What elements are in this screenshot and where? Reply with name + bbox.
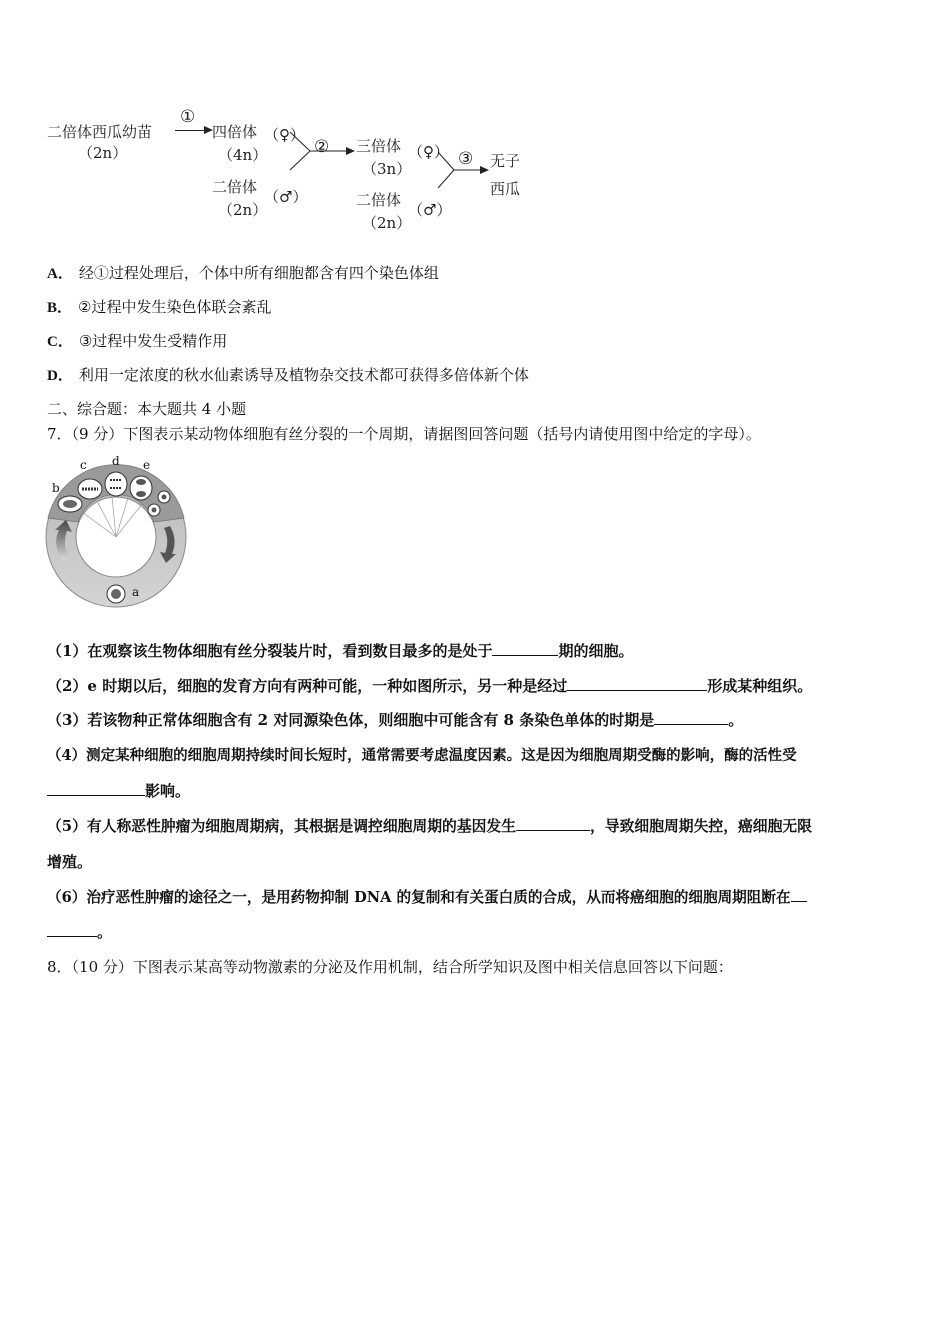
label-c: c bbox=[80, 458, 87, 472]
cell-c bbox=[78, 479, 102, 499]
option-d bbox=[47, 364, 529, 385]
q7-sub-2-post: 形成某种组织。 bbox=[707, 677, 813, 695]
q7-sub-6-post: 。 bbox=[97, 923, 113, 941]
q7-sub-5-blank[interactable] bbox=[516, 816, 590, 831]
q7-sub-2-pre: （2）e 时期以后，细胞的发育方向有两种可能，一种如图所示，另一种是经过 bbox=[47, 677, 568, 695]
step-1-label: ① bbox=[180, 107, 196, 127]
q7-sub-3-blank[interactable] bbox=[654, 710, 728, 725]
option-c-text: ③过程中发生受精作用 bbox=[78, 332, 228, 350]
q7-sub-6-line-2 bbox=[47, 921, 112, 942]
q7-sub-1-pre: （1）在观察该生物体细胞有丝分裂装片时，看到数目最多的是处于 bbox=[47, 642, 493, 660]
q7-sub-4-line-1: （4）测定某种细胞的细胞周期持续时间长短时，通常需要考虑温度因素。这是因为细胞周期受酶的影响，酶的活性受 bbox=[47, 747, 797, 764]
result-line-1: 无子 bbox=[490, 152, 521, 170]
q7-sub-4-blank[interactable] bbox=[47, 781, 145, 796]
q7-sub-5-pre: （5）有人称恶性肿瘤为细胞周期病，其根据是调控细胞周期的基因发生 bbox=[47, 818, 517, 835]
tetraploid-ploidy: （4n） bbox=[218, 146, 268, 164]
label-e: e bbox=[143, 458, 151, 472]
option-a-letter: A． bbox=[47, 266, 73, 282]
q7-sub-4-post: 影响。 bbox=[145, 782, 191, 800]
section-heading: 二、综合题：本大题共 4 小题 bbox=[47, 400, 247, 418]
q7-sub-1-post: 期的细胞。 bbox=[558, 642, 634, 660]
q7-sub-2-blank[interactable] bbox=[567, 676, 707, 691]
female-symbol-1: （♀） bbox=[264, 126, 305, 144]
q7-sub-6-pre: （6）治疗恶性肿瘤的途径之一，是用药物抑制 DNA 的复制和有关蛋白质的合成，从而将癌细胞的细胞周期阻断在 bbox=[47, 889, 791, 906]
diploid-male-1-ploidy: （2n） bbox=[218, 201, 268, 219]
q7-sub-3-post: 。 bbox=[728, 711, 744, 729]
arrow-1 bbox=[175, 130, 205, 131]
q7-sub-4-line-2 bbox=[47, 780, 190, 801]
step-3-label: ③ bbox=[458, 149, 474, 169]
label-b: b bbox=[52, 481, 60, 495]
q7-sub-1-blank[interactable] bbox=[492, 641, 558, 656]
option-c-letter: C． bbox=[47, 334, 73, 350]
q7-sub-6-blank-b[interactable] bbox=[47, 922, 97, 937]
cell-cycle-diagram bbox=[42, 452, 192, 614]
q7-sub-1 bbox=[47, 640, 633, 661]
diploid-male-2-label: 二倍体 bbox=[356, 191, 402, 209]
option-b bbox=[47, 296, 271, 317]
cell-e bbox=[130, 476, 152, 500]
triploid-ploidy: （3n） bbox=[362, 160, 412, 178]
option-d-letter: D． bbox=[47, 368, 73, 384]
q7-sub-5-line-1 bbox=[47, 815, 812, 836]
q7-sub-3 bbox=[47, 709, 743, 730]
question-7-stem: 7．（9 分）下图表示某动物体细胞有丝分裂的一个周期，请据图回答问题（括号内请使用图中给定的字母）。 bbox=[47, 425, 761, 443]
cell-b bbox=[58, 496, 82, 512]
option-a bbox=[47, 262, 439, 283]
option-c bbox=[47, 330, 227, 351]
step-2-label: ② bbox=[314, 137, 330, 157]
q7-sub-6-line-1 bbox=[47, 886, 807, 907]
diagram-start: 二倍体西瓜幼苗 bbox=[47, 123, 153, 141]
option-b-letter: B． bbox=[47, 300, 73, 316]
cell-d bbox=[105, 472, 127, 496]
question-8-stem: 8．（10 分）下图表示某高等动物激素的分泌及作用机制，结合所学知识及图中相关信息回答以下问题： bbox=[47, 958, 733, 976]
option-b-text: ②过程中发生染色体联会紊乱 bbox=[78, 298, 272, 316]
option-d-text: 利用一定浓度的秋水仙素诱导及植物杂交技术都可获得多倍体新个体 bbox=[78, 366, 529, 384]
male-symbol-2: （♂） bbox=[408, 201, 452, 219]
diploid-male-1-label: 二倍体 bbox=[212, 178, 258, 196]
option-a-text: 经①过程处理后，个体中所有细胞都含有四个染色体组 bbox=[78, 264, 439, 282]
diploid-male-2-ploidy: （2n） bbox=[362, 214, 412, 232]
q7-sub-6-blank-a[interactable] bbox=[791, 887, 807, 902]
q7-sub-5-post: ，导致细胞周期失控，癌细胞无限 bbox=[590, 818, 812, 835]
triploid-label: 三倍体 bbox=[356, 137, 402, 155]
diagram-start-ploidy: （2n） bbox=[78, 144, 128, 162]
cell-a bbox=[107, 585, 125, 603]
label-a: a bbox=[132, 585, 140, 599]
q7-sub-2 bbox=[47, 675, 812, 696]
q7-sub-3-pre: （3）若该物种正常体细胞含有 2 对同源染色体，则细胞中可能含有 8 条染色单体的时期是 bbox=[47, 711, 655, 729]
result-line-2: 西瓜 bbox=[490, 180, 521, 198]
q7-sub-5-line-2: 增殖。 bbox=[47, 853, 93, 871]
label-d: d bbox=[112, 454, 120, 468]
female-symbol-2: （♀） bbox=[408, 143, 449, 161]
tetraploid-label: 四倍体 bbox=[212, 123, 258, 141]
male-symbol-1: （♂） bbox=[264, 188, 308, 206]
